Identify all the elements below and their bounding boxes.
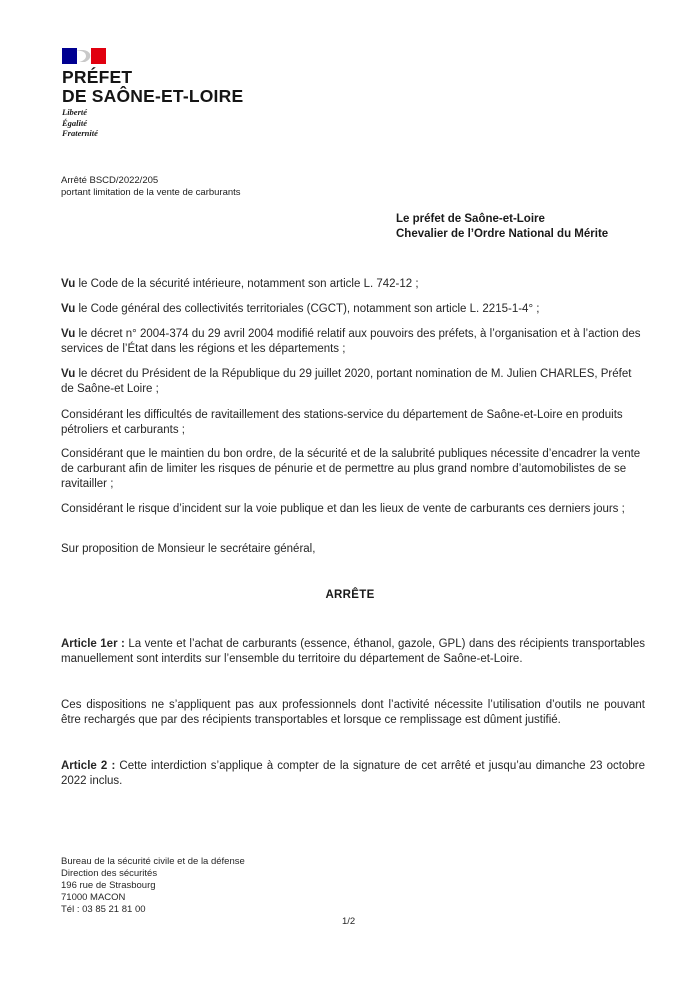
visa-paragraph: Vu le décret du Président de la République du 29 juillet 2020, portant nomination de M. Julien CHARLES, Préfet de Saône-et Loire ; — [61, 368, 632, 395]
office-address: Bureau de la sécurité civile et de la défense Direction des sécurités 196 rue de Strasbourg 71000 MACON Tél : 03 85 21 81 00 — [61, 856, 245, 915]
republic-motto: Liberté Égalité Fraternité — [62, 107, 98, 138]
consideration-paragraph: Considérant le risque d’incident sur la voie publique et dan les lieux de vente de carburants ces derniers jours ; — [61, 503, 625, 515]
visa-paragraph: Vu le décret n° 2004-374 du 29 avril 2004 modifié relatif aux pouvoirs des préfets, à l’organisation et à l’action des services de l’État dans les régions et les départements ; — [61, 328, 641, 355]
visa-paragraph: Vu le Code général des collectivités territoriales (CGCT), notamment son article L. 2215-1-4° ; — [61, 303, 540, 315]
decree-subject: portant limitation de la vente de carburants — [61, 187, 241, 198]
consideration-paragraph: Considérant que le maintien du bon ordre, de la sécurité et de la salubrité publiques nécessite d’encadrer la vente de carburant afin de limiter les risques de pénurie et de permettre au plus grand nombre d’automobilistes de se ravitailler ; — [61, 448, 641, 490]
marianne-logo-icon — [62, 48, 106, 64]
visa-paragraph: Vu le Code de la sécurité intérieure, notamment son article L. 742-12 ; — [61, 278, 419, 290]
consideration-paragraph: Considérant les difficultés de ravitaillement des stations-service du département de Saône-et-Loire en produits pétroliers et carburants ; — [61, 409, 623, 436]
decree-reference — [61, 175, 241, 199]
proposal-paragraph: Sur proposition de Monsieur le secrétaire général, — [61, 543, 316, 555]
article-1-exception: Ces dispositions ne s’appliquent pas aux professionnels dont l’activité nécessite l’utilisation d’outils ne pouvant être rechargés que par des récipients transportables et lorsque ce remplissage est dûment justifié. — [61, 699, 645, 726]
article-1: Article 1er : La vente et l’achat de carburants (essence, éthanol, gazole, GPL) dans des récipients transportables manuellement sont interdits sur l’ensemble du territoire du département de Saône-et-Loire. — [61, 638, 646, 665]
decision-heading: ARRÊTE — [325, 589, 375, 601]
page-number: 1/2 — [342, 916, 356, 927]
decree-number: Arrêté BSCD/2022/205 — [61, 175, 159, 186]
prefecture-title: PRÉFET DE SAÔNE-ET-LOIRE — [62, 67, 244, 106]
article-2: Article 2 : Cette interdiction s’applique à compter de la signature de cet arrêté et jusqu’au dimanche 23 octobre 2022 inclus. — [61, 760, 645, 787]
prefect-signature-block: Le préfet de Saône-et-Loire Chevalier de l’Ordre National du Mérite — [396, 213, 609, 240]
